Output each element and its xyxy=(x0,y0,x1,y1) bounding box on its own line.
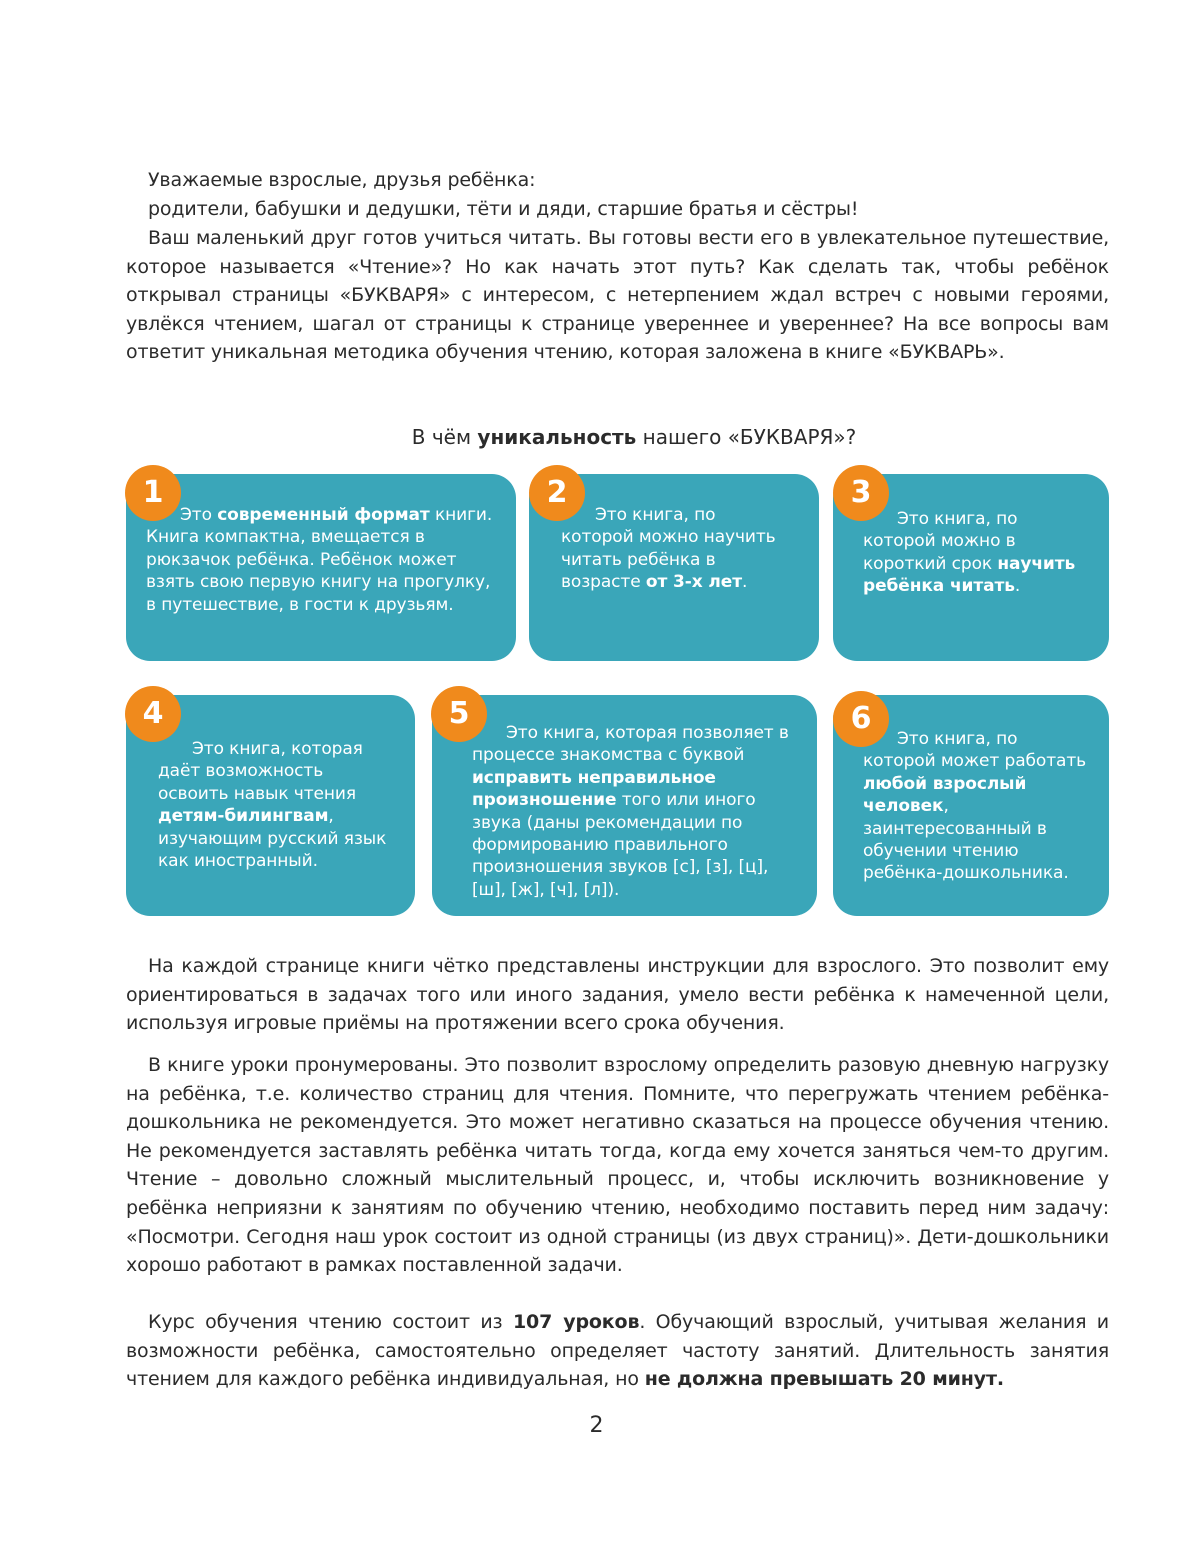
number-badge-1: 1 xyxy=(125,465,181,521)
number-badge-6: 6 xyxy=(833,691,889,747)
feature-card-text: Это книга, которая даёт возможность освоить навык чтения детям-билингвам, изучающим русский язык как иностранный. xyxy=(158,739,387,872)
heading-bold: уникальность xyxy=(477,425,637,449)
body-paragraph-2: В книге уроки пронумерованы. Это позволит взрослому определить разовую дневную нагрузку на ребёнка, т.е. количество страниц для чтения. Помните, что перегружать чтением ребёнка-дошкольника не рекомендуется. Это может негативно сказаться на процессе обучения чтению. Не рекомендуется заставлять ребёнка читать тогда, когда ему хочется заняться чем-то другим. Чтение – довольно сложный мыслительный процесс, и, чтобы исключить возникновение у ребёнка неприязни к занятиям по обучению чтению, необходимо поставить перед ним задачу: «Посмотри. Сегодня наш урок состоит из одной страницы (из двух страниц)». Дети-дошкольники хорошо работают в рамках поставленной задачи. xyxy=(126,1054,1109,1277)
intro-line-1: Уважаемые взрослые, друзья ребёнка: xyxy=(148,169,536,191)
page-number: 2 xyxy=(589,1413,604,1438)
intro-line-2: родители, бабушки и дедушки, тёти и дяди, старшие братья и сёстры! xyxy=(148,198,859,220)
body-paragraph-3: Курс обучения чтению состоит из 107 уроков. Обучающий взрослый, учитывая желания и возможности ребёнка, самостоятельно определяет частоту занятий. Длительность занятия чтением для каждого ребёнка индивидуальная, но не должна превышать 20 минут. xyxy=(126,1311,1110,1391)
body-paragraph-1: На каждой странице книги чётко представлены инструкции для взрослого. Это позволит ему ориентироваться в задачах того или иного задания, умело вести ребёнка к намеченной цели, используя игровые приёмы на протяжении всего срока обучения. xyxy=(126,955,1109,1035)
feature-card-text: Это книга, по которой может работать любой взрослый человек, заинтересованный в обучении чтению ребёнка-дошкольника. xyxy=(863,729,1087,884)
feature-card-1 xyxy=(126,474,516,661)
intro-paragraph: Ваш маленький друг готов учиться читать. Вы готовы вести его в увлекательное путешествие, которое называется «Чтение»? Но как начать этот путь? Как сделать так, чтобы ребёнок открывал страницы «БУКВАРЯ» с интересом, с нетерпением ждал встреч с новыми героями, увлёкся чтением, шагал от страницы к странице увереннее и увереннее? На все вопросы вам ответит уникальная методика обучения чтению, которая заложена в книге «БУКВАРЬ». xyxy=(126,227,1109,364)
number-badge-4: 4 xyxy=(125,686,181,742)
section-heading: В чём уникальность нашего «БУКВАРЯ»? xyxy=(411,425,857,449)
feature-card-5 xyxy=(432,695,817,916)
feature-card-text: Это книга, которая позволяет в процессе знакомства с буквой исправить неправильное произношение того или иного звука (даны рекомендации по формированию правильного произношения звуков [с], [з], [ц], [ш], [ж], [ч], [л]). xyxy=(472,723,789,900)
number-badge-2: 2 xyxy=(529,465,585,521)
feature-card-text: Это книга, по которой можно в короткий срок научить ребёнка читать. xyxy=(863,509,1076,597)
feature-card-text: Это книга, по которой можно научить читать ребёнка в возрасте от 3-х лет. xyxy=(561,505,776,593)
number-badge-5: 5 xyxy=(431,686,487,742)
number-badge-3: 3 xyxy=(833,465,889,521)
feature-card-text: Это современный формат книги. Книга компактна, вмещается в рюкзачок ребёнка. Ребёнок может взять свою первую книгу на прогулку, в путешествие, в гости к друзьям. xyxy=(146,505,493,615)
